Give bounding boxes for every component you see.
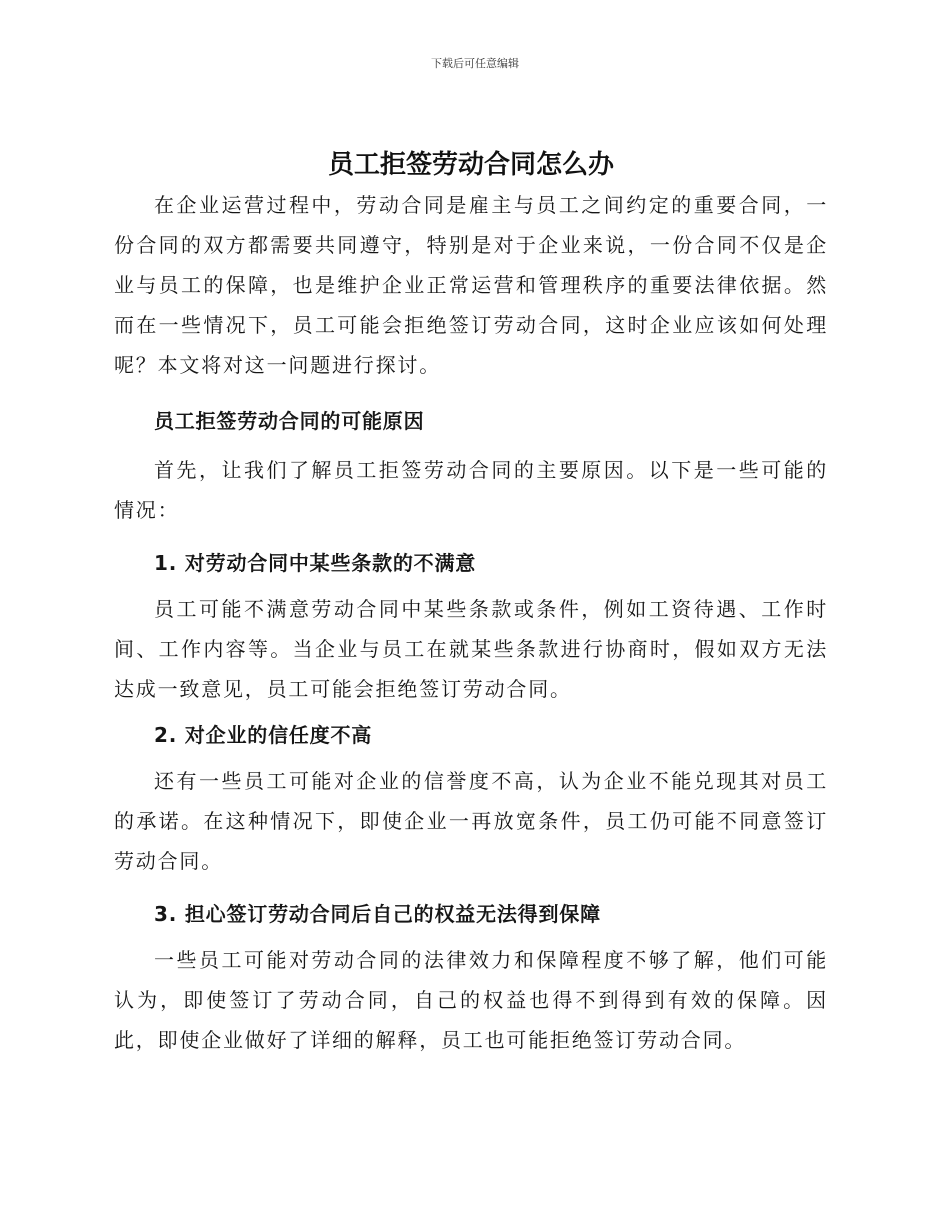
- reason-1-paragraph: 员工可能不满意劳动合同中某些条款或条件，例如工资待遇、工作时间、工作内容等。当企业与员工在就某些条款进行协商时，假如双方无法达成一致意见，员工可能会拒绝签订劳动合同。: [114, 597, 828, 701]
- reason-2-paragraph: 还有一些员工可能对企业的信誉度不高，认为企业不能兑现其对员工的承诺。在这种情况下，即使企业一再放宽条件，员工仍可能不同意签订劳动合同。: [114, 769, 828, 873]
- reason-1-heading: 1. 对劳动合同中某些条款的不满意: [154, 551, 477, 575]
- page-header-note: 下载后可任意编辑: [431, 57, 519, 70]
- document-body: [114, 145, 828, 1060]
- intro-paragraph: 在企业运营过程中，劳动合同是雇主与员工之间约定的重要合同，一份合同的双方都需要共同遵守，特别是对于企业来说，一份合同不仅是企业与员工的保障，也是维护企业正常运营和管理秩序的重要法律依据。然而在一些情况下，员工可能会拒绝签订劳动合同，这时企业应该如何处理呢？本文将对这一问题进行探讨。: [114, 193, 828, 377]
- section-intro-paragraph: 首先，让我们了解员工拒签劳动合同的主要原因。以下是一些可能的情况：: [114, 458, 828, 522]
- reason-2-heading: 2. 对企业的信任度不高: [154, 723, 373, 747]
- document-title: 员工拒签劳动合同怎么办: [327, 150, 614, 180]
- reason-3-heading: 3. 担心签订劳动合同后自己的权益无法得到保障: [154, 902, 601, 926]
- reason-3-paragraph: 一些员工可能对劳动合同的法律效力和保障程度不够了解，他们可能认为，即使签订了劳动合同，自己的权益也得不到得到有效的保障。因此，即使企业做好了详细的解释，员工也可能拒绝签订劳动合同。: [114, 948, 828, 1052]
- section-heading: 员工拒签劳动合同的可能原因: [154, 409, 425, 433]
